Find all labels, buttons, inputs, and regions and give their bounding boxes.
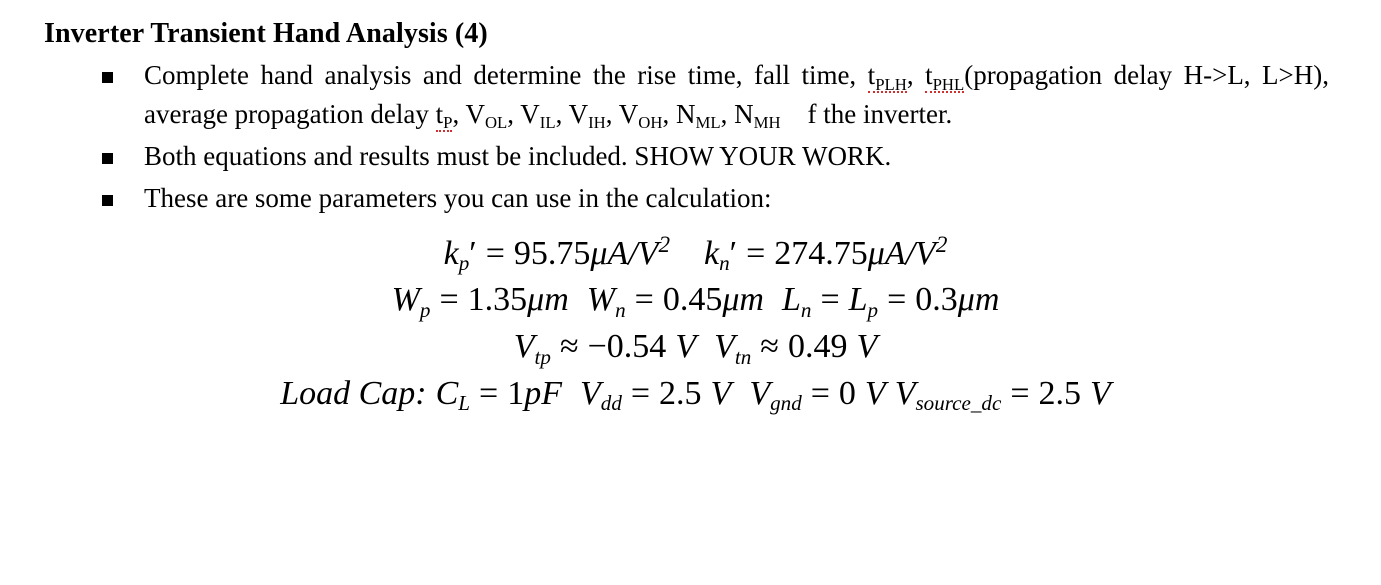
wp-symbol: W: [391, 281, 420, 319]
vdd-unit: V: [710, 375, 732, 413]
bullet-parameters: These are some parameters you can use in the calculation:: [144, 183, 772, 214]
kn-value: 274.75: [774, 234, 868, 272]
vsource-symbol: V: [894, 375, 916, 413]
t-phl-symbol: $t_{PHL}$: [925, 60, 965, 94]
vsource-subscript: source_dc: [915, 391, 1002, 416]
kp-subscript: p: [458, 250, 470, 275]
wn-equals: =: [634, 281, 654, 319]
vtn-symbol: V: [714, 328, 735, 366]
ln-subscript: n: [800, 297, 812, 322]
vtp-relation: ≈: [559, 328, 579, 366]
wp-unit: μm: [527, 281, 569, 319]
vdd-equals: =: [630, 375, 651, 413]
equation-line-threshold-voltages: [40, 325, 1351, 370]
kp-equals: =: [485, 234, 505, 272]
lp-subscript: p: [867, 297, 879, 322]
wp-equals: =: [439, 281, 459, 319]
ln-symbol: L: [781, 281, 801, 319]
vtp-unit: V: [675, 328, 697, 366]
vtp-value: −0.54: [587, 328, 667, 366]
kp-prime: ′: [469, 234, 477, 272]
load-cap-label: Load Cap:: [280, 375, 427, 413]
kn-unit: μA/V: [867, 234, 936, 272]
list-item: [40, 56, 1351, 133]
kn-prime: ′: [729, 234, 738, 272]
equation-line-load-supplies: [40, 372, 1351, 417]
kn-exponent: 2: [935, 232, 948, 259]
wn-symbol: W: [586, 281, 616, 319]
equation-block: [40, 232, 1351, 418]
vtn-relation: ≈: [760, 328, 779, 366]
l-value: 0.3: [915, 281, 958, 319]
kp-symbol: k: [443, 234, 459, 272]
page-title: Inverter Transient Hand Analysis (4): [44, 18, 488, 49]
t-plh-symbol: $t_{PLH}$: [867, 60, 907, 94]
vgnd-subscript: gnd: [770, 391, 802, 416]
cl-subscript: L: [458, 391, 471, 416]
kn-equals: =: [746, 234, 766, 272]
kn-subscript: n: [719, 250, 730, 275]
lp-symbol: L: [848, 281, 868, 319]
vdd-symbol: V: [580, 375, 601, 413]
bullet-list: [40, 56, 1351, 217]
kp-value: 95.75: [513, 234, 591, 272]
kn-symbol: k: [704, 234, 720, 272]
vgnd-symbol: V: [749, 375, 771, 413]
wn-unit: μm: [722, 281, 764, 319]
vsource-equals: =: [1010, 375, 1030, 413]
kp-exponent: 2: [658, 232, 670, 259]
vtn-subscript: tn: [734, 344, 752, 369]
lp-equals: =: [887, 281, 907, 319]
vsource-unit: V: [1090, 375, 1111, 413]
bullet-square-icon: [102, 153, 116, 164]
vtp-subscript: tp: [534, 344, 551, 369]
equation-line-widths-lengths: [40, 278, 1351, 323]
t-p-symbol: $t_P$: [435, 98, 453, 132]
wn-value: 0.45: [662, 281, 723, 319]
vtn-unit: V: [856, 328, 878, 366]
wp-value: 1.35: [467, 281, 528, 319]
vgnd-equals: =: [810, 375, 830, 413]
vsource-value: 2.5: [1038, 375, 1082, 413]
cl-equals: =: [479, 375, 499, 413]
ln-equals: =: [820, 281, 840, 319]
vtp-symbol: V: [513, 328, 535, 366]
equation-line-k-primes: [40, 232, 1351, 277]
wp-subscript: p: [419, 297, 431, 322]
list-item: [40, 137, 1351, 175]
vgnd-value: 0: [838, 375, 856, 413]
vgnd-unit: V: [864, 375, 886, 413]
wn-subscript: n: [615, 297, 626, 322]
l-unit: μm: [957, 281, 1000, 319]
cl-symbol: C: [435, 375, 459, 413]
vtn-value: 0.49: [787, 328, 848, 366]
vdd-value: 2.5: [659, 375, 702, 413]
list-item: [40, 179, 1351, 217]
bullet-complete-hand-analysis: Complete hand analysis and determine the rise time, fall time, $t_{PLH}$, $t_{PHL}(propagation$ delay H->L, L>H), average propagation delay $t_P$, $V_{OL}$, $V_{IL}$, $V_{IH}$, $V_{OH}$, $N_{ML}$, $N_{MH}$ f the inverter.: [144, 60, 1330, 132]
cl-unit: pF: [524, 375, 562, 413]
bullet-square-icon: [102, 72, 116, 83]
bullet-text-run: Complete hand analysis and determine the rise time, fall time,: [144, 60, 868, 91]
bullet-equations-results: Both equations and results must be included. SHOW YOUR WORK.: [144, 140, 892, 171]
kp-unit: μA/V: [590, 234, 659, 272]
cl-value: 1: [507, 375, 525, 413]
vdd-subscript: dd: [600, 391, 622, 416]
bullet-square-icon: [102, 195, 116, 206]
